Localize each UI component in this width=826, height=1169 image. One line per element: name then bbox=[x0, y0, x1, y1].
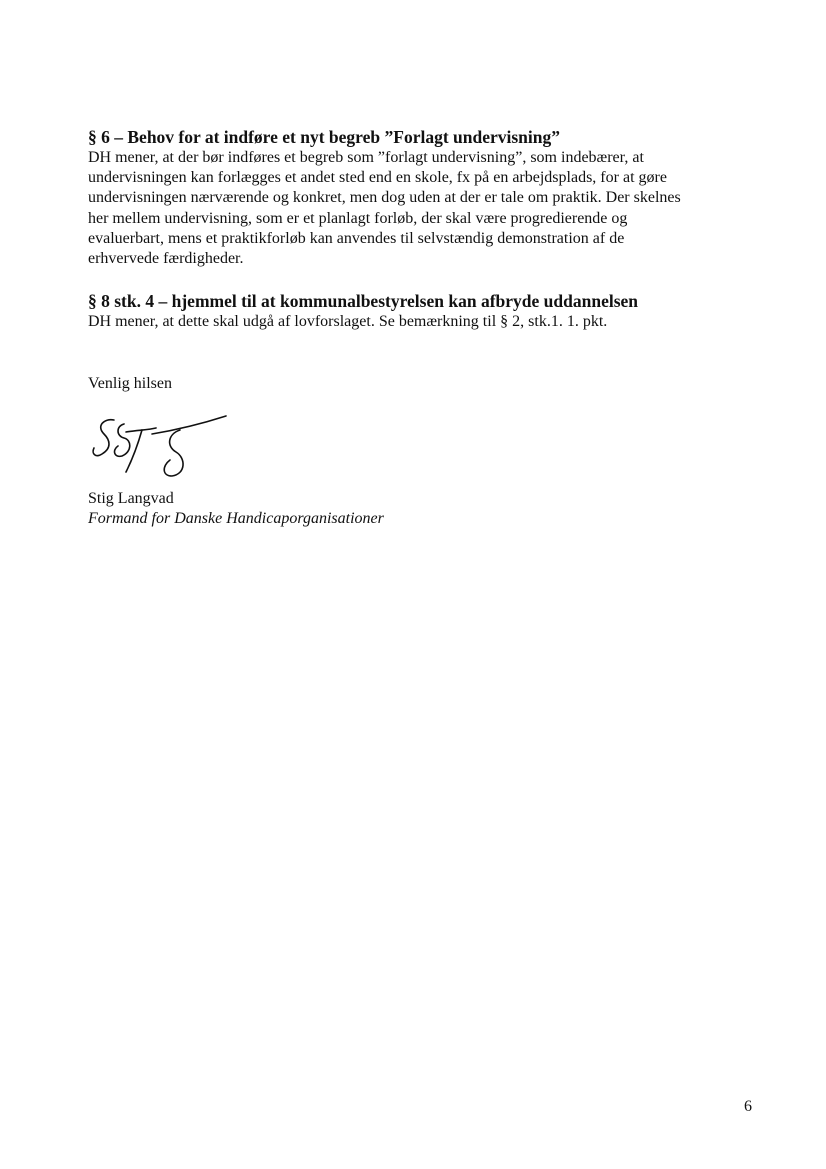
section-paragraph-6 bbox=[88, 126, 768, 269]
signer-name: Stig Langvad bbox=[88, 490, 174, 507]
body-line: undervisningen kan forlægges et andet sted end en skole, fx på en arbejdsplads, for at gøre bbox=[88, 169, 667, 187]
body-line: her mellem undervisning, som er et planlagt forløb, der skal være progredierende og bbox=[88, 209, 628, 227]
signer-title: Formand for Danske Handicaporganisationer bbox=[88, 510, 384, 527]
section-heading: § 6 – Behov for at indføre et nyt begreb ”Forlagt undervisning” bbox=[88, 127, 561, 147]
handwritten-signature bbox=[86, 414, 236, 494]
body-line: undervisningen nærværende og konkret, men dog uden at der er tale om praktik. Der skelnes bbox=[88, 189, 681, 207]
closing-greeting: Venlig hilsen bbox=[88, 375, 172, 392]
section-body bbox=[88, 148, 768, 269]
body-line: evaluerbart, mens et praktikforløb kan anvendes til selvstændig demonstration af de bbox=[88, 229, 625, 247]
section-body bbox=[88, 312, 768, 332]
body-line: erhvervede færdigheder. bbox=[88, 250, 244, 268]
section-paragraph-8 bbox=[88, 290, 768, 332]
body-line: DH mener, at der bør indføres et begreb som ”forlagt undervisning”, som indebærer, at bbox=[88, 149, 644, 166]
body-line: DH mener, at dette skal udgå af lovforslaget. Se bemærkning til § 2, stk.1. 1. pkt. bbox=[88, 313, 608, 330]
section-heading: § 8 stk. 4 – hjemmel til at kommunalbestyrelsen kan afbryde uddannelsen bbox=[88, 291, 639, 311]
page-number: 6 bbox=[744, 1098, 752, 1115]
